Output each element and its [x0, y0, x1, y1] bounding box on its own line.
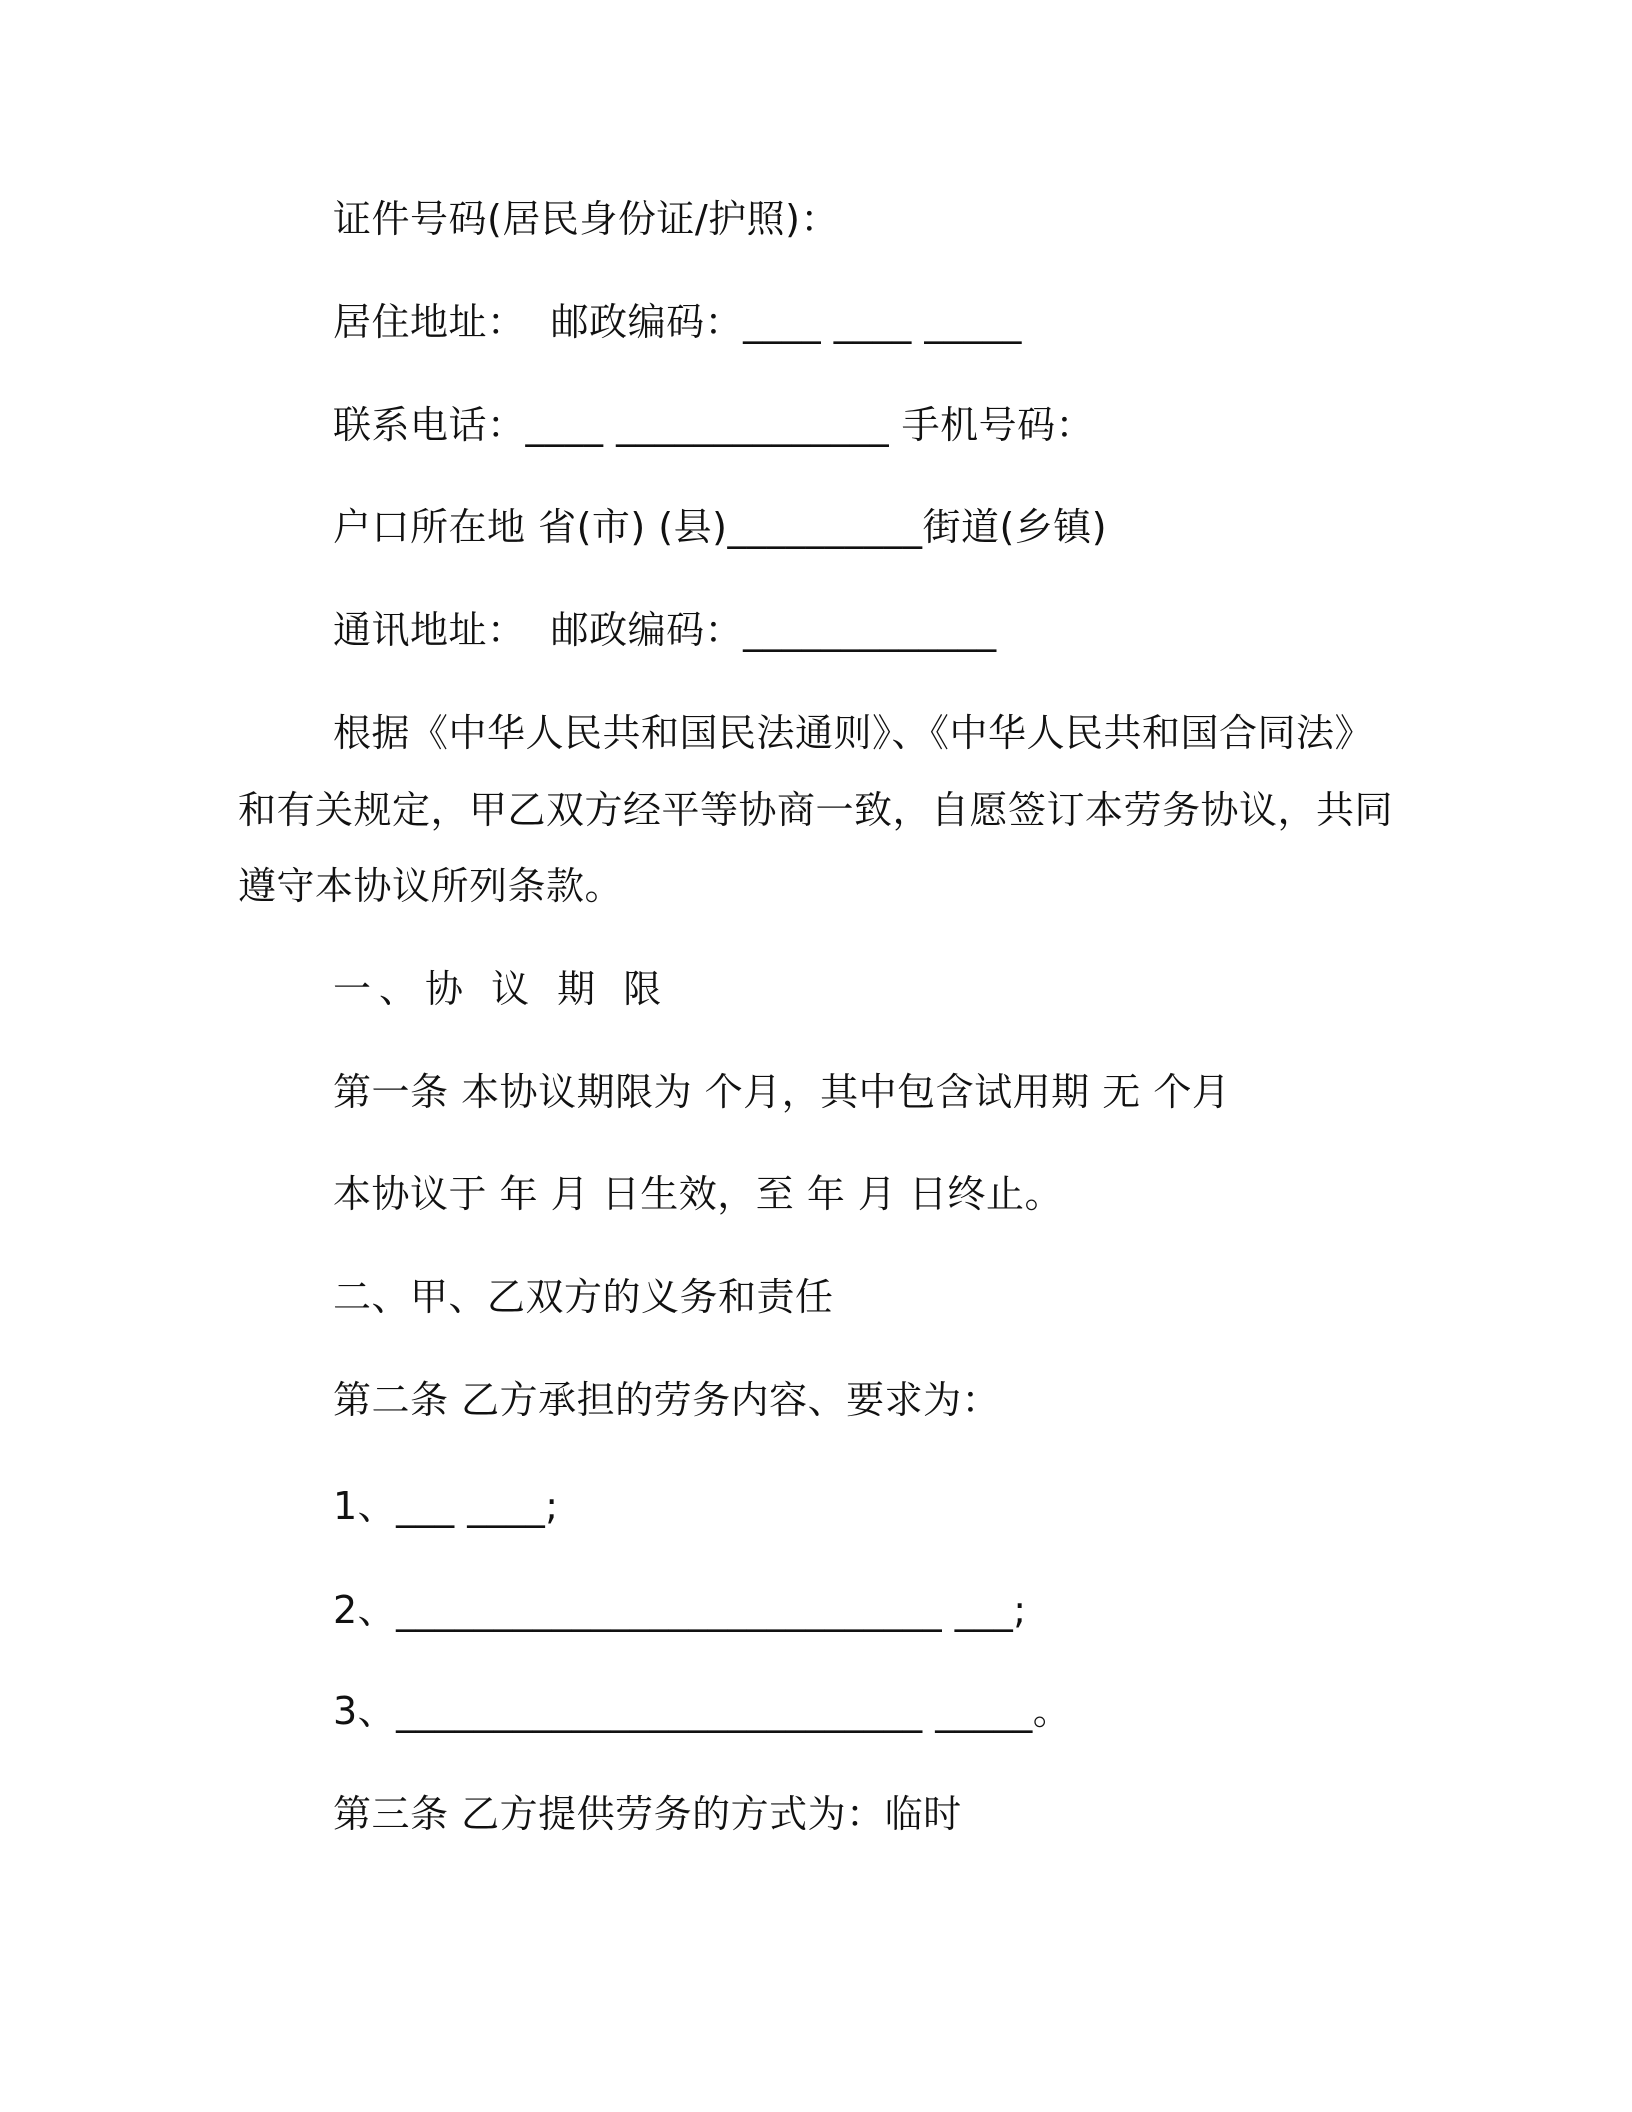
- preamble-line-1: 根据《中华人民共和国民法通则》、《中华人民共和国合同法》: [333, 711, 1374, 755]
- mailing-address-line: 通讯地址： 邮政编码：_____________: [333, 608, 997, 652]
- article-2-line: 第二条 乙方承担的劳务内容、要求为：: [333, 1378, 1001, 1422]
- list-item-2: 2、____________________________ ___;: [333, 1588, 1027, 1632]
- effective-date-line: 本协议于 年 月 日生效，至 年 月 日终止。: [333, 1172, 1063, 1216]
- household-registration-line: 户口所在地 省(市) (县)__________街道(乡镇): [333, 505, 1108, 549]
- phone-line: 联系电话：____ ______________ 手机号码：: [333, 403, 1095, 447]
- article-3-line: 第三条 乙方提供劳务的方式为：临时: [333, 1792, 962, 1836]
- id-number-line: 证件号码(居民身份证/护照)：: [333, 197, 839, 241]
- article-1-line: 第一条 本协议期限为 个月，其中包含试用期 无 个月: [333, 1070, 1231, 1114]
- list-item-1: 1、___ ____;: [333, 1484, 559, 1528]
- preamble-line-2: 和有关规定，甲乙双方经平等协商一致，自愿签订本劳务协议，共同: [238, 788, 1394, 832]
- residence-address-line: 居住地址： 邮政编码：____ ____ _____: [333, 300, 1022, 344]
- section-heading-obligations: 二、甲、乙双方的义务和责任: [333, 1275, 834, 1319]
- preamble-line-3: 遵守本协议所列条款。: [238, 864, 624, 908]
- list-item-3: 3、___________________________ _____。: [333, 1689, 1072, 1733]
- section-heading-term: 一、协 议 期 限: [333, 967, 670, 1011]
